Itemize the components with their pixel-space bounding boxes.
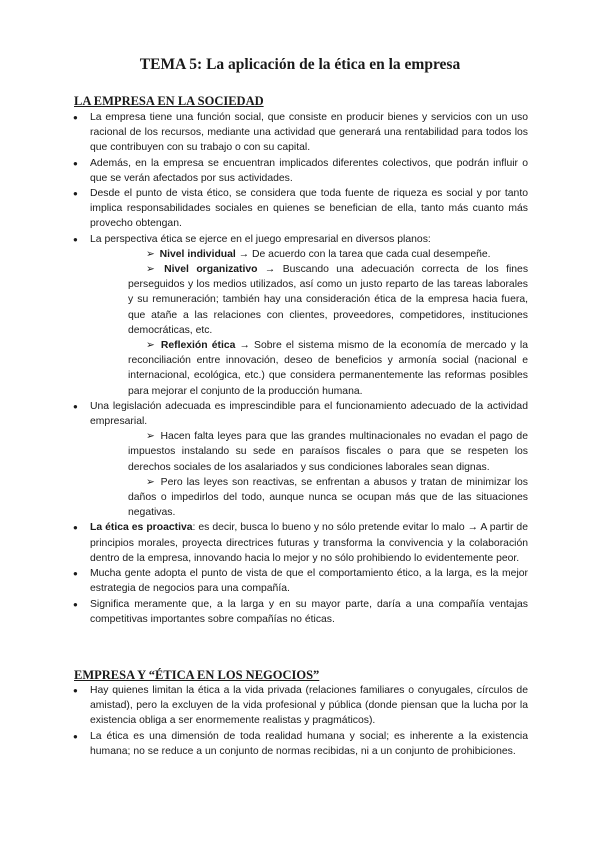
arrow-icon: ➢ <box>146 264 155 276</box>
section-heading-etica-negocios: EMPRESA Y “ÉTICA EN LOS NEGOCIOS” <box>74 668 320 682</box>
sub-item-nivel-organizativo <box>128 262 528 338</box>
page-title: TEMA 5: La aplicación de la ética en la empresa <box>139 56 461 73</box>
list-item: ● Además, en la empresa se encuentran implicados diferentes colectivos, que podrán influir o que se verán afectados por sus actividades. <box>90 156 528 186</box>
list-item <box>90 520 528 566</box>
list-item <box>90 399 528 521</box>
arrow-icon: ➢ <box>146 340 155 352</box>
sub-item-leyes <box>128 429 528 475</box>
list-item: ● La ética es una dimensión de toda realidad humana y social; es inherente a la existencia humana; no se reduce a un conjunto de normas recibidas, ni a un conjunto de prohibiciones. <box>90 729 528 759</box>
bullet-text: : es decir, busca lo bueno y no sólo pretende evitar lo malo → A partir de principios morales, proyecta directrices futuras y transforma la convivencia y la colaboración dentro de la empresa, innovando hacia lo mejor y no sólo prohibiendo lo evidentemente peor. <box>90 522 528 564</box>
list-item: ● La empresa tiene una función social, que consiste en producir bienes y servicios con un uso racional de los recursos, mediante una actividad que generará una rentabilidad para todos los que contribuyen con su trabajo o con su capital. <box>90 110 528 156</box>
sub-item-text: → Buscando una adecuación correcta de los fines perseguidos y los medios utilizados, así como un justo reparto de las tareas laborales y su remuneración; también hay una consideración ética de la empresa hacia fuera, que atañe a las relaciones con clientes, proveedores, competidores, instituciones democráticas, etc. <box>128 264 529 336</box>
sub-item-reflexion-etica <box>128 338 528 399</box>
sub-item-text: Pero las leyes son reactivas, se enfrentan a abusos y tratan de minimizar los daños o impedirlos del todo, aunque nunca se ocupan más que de las situaciones negativas. <box>128 476 528 519</box>
sub-item-label: Nivel organizativo <box>164 264 258 276</box>
list-item: ● Significa meramente que, a la larga y en su mayor parte, daría a una compañía ventajas competitivas importantes sobre compañías no éticas. <box>90 597 528 627</box>
sub-item-text: → Sobre el sistema mismo de la economía de mercado y la reconciliación entre innovación, deseo de beneficios y armonía social (nacional e internacional, ecológica, etc.) que considera permanentemente las reformas posibles para mejorar el conjunto de la producción humana. <box>128 340 528 397</box>
bullet-text: ● La perspectiva ética se ejerce en el juego empresarial en diversos planos: <box>90 233 431 245</box>
list-item: ● Mucha gente adopta el punto de vista de que el comportamiento ético, a la larga, es la mejor estrategia de negocios para una compañía. <box>90 566 528 596</box>
sub-item-label: Reflexión ética <box>160 340 236 352</box>
arrow-icon: ➢ <box>146 476 155 488</box>
sub-item-label: Nivel individual <box>159 248 236 260</box>
list-item <box>90 232 528 399</box>
arrow-icon: ➢ <box>146 248 155 260</box>
sub-item-text: → De acuerdo con la tarea que cada cual desempeñe. <box>238 248 491 260</box>
section-heading-empresa-sociedad: LA EMPRESA EN LA SOCIEDAD <box>74 94 264 108</box>
bullet-list-section2 <box>90 683 528 759</box>
sub-item-text: Hacen falta leyes para que las grandes multinacionales no evadan el pago de impuestos instalando su sede en paraísos fiscales o para que se respeten los derechos sociales de los asalariados y sus condiciones laborales sean dignas. <box>128 431 528 473</box>
sub-item-leyes-reactivas <box>128 475 528 521</box>
list-item: ● Desde el punto de vista ético, se considera que toda fuente de riqueza es social y por tanto implica responsabilidades sociales en quienes se benefician de ella, tanto más cuanto más provecho obtengan. <box>90 186 528 232</box>
bullet-list-section1 <box>90 110 528 627</box>
bullet-text: ● Una legislación adecuada es imprescindible para el funcionamiento adecuado de la actividad empresarial. <box>90 400 528 428</box>
bold-label: La ética es proactiva <box>90 522 193 534</box>
arrow-icon: ➢ <box>146 431 155 443</box>
list-item: ● Hay quienes limitan la ética a la vida privada (relaciones familiares o conyugales, círculos de amistad), pero la excluyen de la vida profesional y pública (donde piensan que la lucha por la existencia obliga a ser enormemente realistas y pragmáticos). <box>90 683 528 729</box>
sub-item-nivel-individual <box>128 247 528 262</box>
